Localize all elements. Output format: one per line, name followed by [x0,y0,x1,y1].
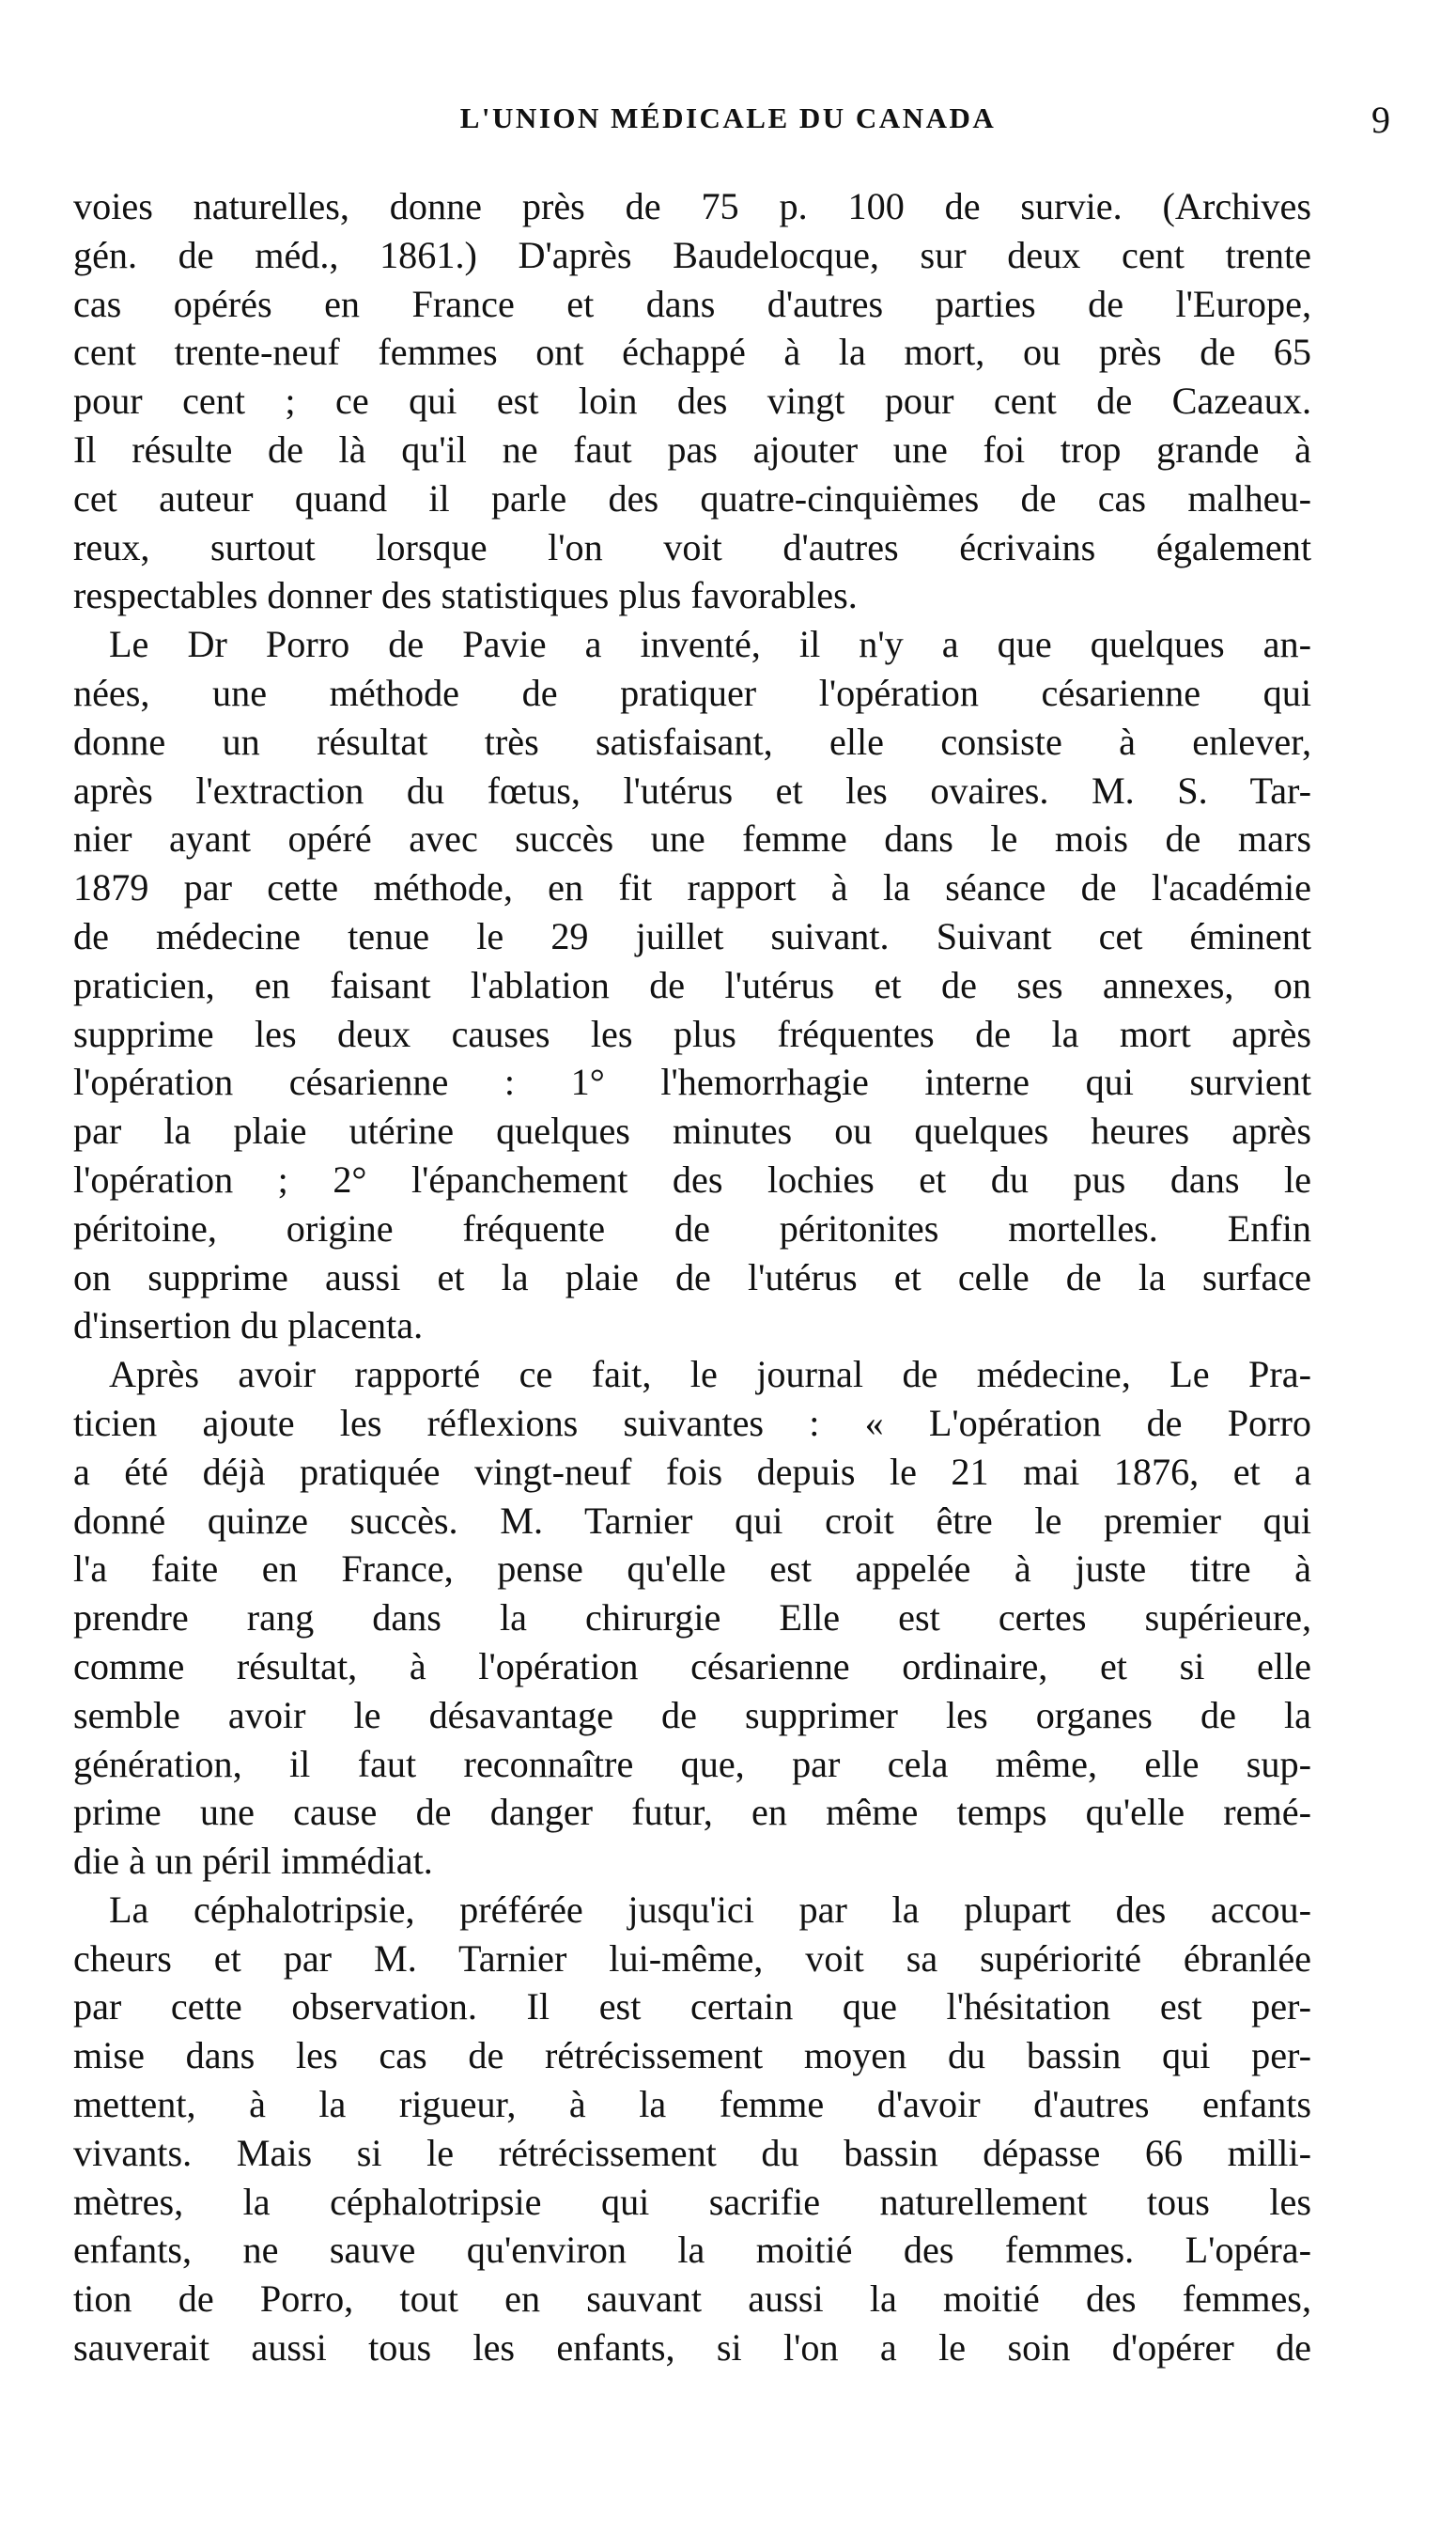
body-text [73,182,1311,2372]
text-line: mètres, la céphalotripsie qui sacrifie naturellement tous les [73,2180,1311,2223]
text-line: supprime les deux causes les plus fréquentes de la mort après [73,1012,1311,1055]
text-line: nées, une méthode de pratiquer l'opération césarienne qui [73,671,1311,714]
text-line: par la plaie utérine quelques minutes ou quelques heures après [73,1110,1311,1153]
text-line: l'opération ; 2° l'épanchement des lochies et du pus dans le [73,1158,1311,1201]
text-line: ticien ajoute les réflexions suivantes : « L'opération de Porro [73,1401,1311,1444]
text-line: vivants. Mais si le rétrécissement du bassin dépasse 66 milli- [73,2131,1311,2174]
page-header [66,101,1390,148]
text-line: enfants, ne sauve qu'environ la moitié des femmes. L'opéra- [73,2229,1311,2272]
text-line: tion de Porro, tout en sauvant aussi la moitié des femmes, [73,2277,1311,2321]
text-line: voies naturelles, donne près de 75 p. 100 de survie. (Archives [73,185,1311,227]
text-line: reux, surtout lorsque l'on voit d'autres écrivains également [73,525,1311,568]
text-line: péritoine, origine fréquente de péritonites mortelles. Enfin [73,1206,1311,1250]
text-line: prime une cause de danger futur, en même temps qu'elle remé- [73,1791,1311,1834]
text-line: Il résulte de là qu'il ne faut pas ajouter une foi trop grande à [73,427,1311,471]
text-line: comme résultat, à l'opération césarienne ordinaire, et si elle [73,1644,1311,1687]
text-line: donné quinze succès. M. Tarnier qui croit être le premier qui [73,1499,1311,1542]
text-line: semble avoir le désavantage de supprimer les organes de la [73,1693,1311,1736]
text-line: La céphalotripsie, préférée jusqu'ici par la plupart des accou- [109,1888,1311,1931]
text-line: cheurs et par M. Tarnier lui-même, voit sa supériorité ébranlée [73,1936,1311,1980]
text-line: génération, il faut reconnaître que, par cela même, elle sup- [73,1742,1311,1785]
text-line: praticien, en faisant l'ablation de l'utérus et de ses annexes, on [73,963,1311,1006]
text-line: respectables donner des statistiques plus favorables. [73,574,858,617]
text-line: cet auteur quand il parle des quatre-cinquièmes de cas malheu- [73,476,1311,520]
text-line: Le Dr Porro de Pavie a inventé, il n'y a que quelques an- [109,623,1311,666]
text-line: mettent, à la rigueur, à la femme d'avoir d'autres enfants [73,2083,1311,2126]
text-line: par cette observation. Il est certain que l'hésitation est per- [73,1985,1311,2028]
text-line: Après avoir rapporté ce fait, le journal de médecine, Le Pra- [109,1353,1311,1396]
text-line: l'opération césarienne : 1° l'hemorrhagie interne qui survient [73,1061,1311,1104]
text-line: de médecine tenue le 29 juillet suivant. Suivant cet éminent [73,914,1311,957]
text-line: prendre rang dans la chirurgie Elle est certes supérieure, [73,1596,1311,1639]
text-line: donne un résultat très satisfaisant, elle consiste à enlever, [73,720,1311,763]
running-head: L'UNION MÉDICALE DU CANADA [459,101,997,134]
text-line: on supprime aussi et la plaie de l'utérus et celle de la surface [73,1255,1311,1298]
text-line: nier ayant opéré avec succès une femme dans le mois de mars [73,817,1311,861]
text-line: sauverait aussi tous les enfants, si l'on a le soin d'opérer de [73,2326,1311,2370]
text-line: l'a faite en France, pense qu'elle est appelée à juste titre à [73,1547,1311,1591]
text-line: d'insertion du placenta. [73,1304,424,1347]
text-line: pour cent ; ce qui est loin des vingt pour cent de Cazeaux. [73,380,1311,423]
text-line: a été déjà pratiquée vingt-neuf fois depuis le 21 mai 1876, et a [73,1450,1311,1493]
text-line: cent trente-neuf femmes ont échappé à la mort, ou près de 65 [73,331,1311,374]
text-line: cas opérés en France et dans d'autres parties de l'Europe, [73,282,1311,325]
page-number: 9 [1371,99,1390,141]
text-line: gén. de méd., 1861.) D'après Baudelocque, sur deux cent trente [73,233,1311,276]
text-line: mise dans les cas de rétrécissement moyen du bassin qui per- [73,2034,1311,2077]
text-line: après l'extraction du fœtus, l'utérus et les ovaires. M. S. Tar- [73,769,1311,812]
text-line: 1879 par cette méthode, en fit rapport à la séance de l'académie [73,866,1311,909]
text-line: die à un péril immédiat. [73,1840,433,1883]
